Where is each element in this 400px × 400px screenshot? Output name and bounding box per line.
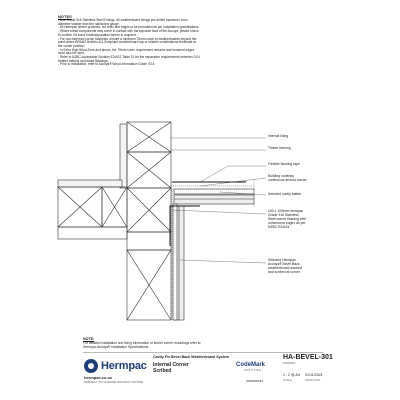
notes-line: - Use Grade 316 Stainless Steel Fixings. All weatherboard fixings pre-drilled maximum 1mm	[58, 18, 188, 22]
notes-line: point where BRANZ Bulletin 411 compliant weatherboard tap or reliable combinations terminate at	[58, 40, 196, 45]
cert-number: CMNZ00184	[246, 379, 264, 383]
notes-line: the corner position.	[58, 43, 86, 48]
drawing-number: HA-BEVEL-301	[283, 354, 333, 361]
callout-corner-flashing: 100 x 100mm Hermpac Grade 316 Stainless Steel corner flashing with unhemmed edges as per NZBC E2/AS1	[268, 209, 306, 229]
codemark-logo: CodeMark	[236, 362, 266, 368]
scale-value: 1 : 2 @ A4	[283, 373, 300, 377]
callout-cavity-batten: Selected cavity batten	[268, 192, 302, 196]
timber-stud	[127, 232, 171, 250]
cavity-batten	[173, 204, 177, 320]
issue-date-value: 01/11/2021	[305, 373, 323, 377]
website: hermpac.co.nz	[84, 375, 113, 380]
notes-line: - Refer to NZBC Acceptable Solution E2/AS1 Table 21 for the separation requirements between OC4	[58, 55, 200, 60]
callout-flexible-flashing: Flexible flashing tape	[268, 162, 300, 166]
hermpac-logo-icon	[84, 359, 98, 373]
bottom-note-text: For detailed installation and fixing information of timber corner mouldings refer to Hermpac Accoya® Installation Specifications	[83, 341, 201, 349]
issue-date-label: ISSUE DATE	[305, 379, 321, 382]
hermpac-logo	[84, 359, 147, 373]
notes-line: - For non-hemmed corner flashings, ensure a minimum 75mm cover to weatherboards beyond the	[58, 36, 197, 41]
notes-line: - In Extra High Wind Zone and above, the 75mm cover requirement remains and hemmed edges	[58, 47, 195, 52]
notes-line: diameter smaller than the nail/screw gauge	[58, 21, 119, 26]
scale-label: SCALE	[283, 379, 292, 382]
hermpac-logo-text: Hermpac	[101, 360, 147, 372]
notes-line: must also be used.	[58, 51, 85, 56]
codemark-certified: CERTIFIED	[244, 369, 262, 372]
notes-line: - Where metal components may come in contact with the exposed face of the Accoya, please check	[58, 29, 199, 34]
notes-line: to confirm if a bond break/separation barrier is required.	[58, 32, 137, 37]
title-block-divider	[83, 352, 323, 353]
disclaimer: SUBJECT TO CHANGE WITHOUT NOTICE	[84, 380, 144, 384]
weatherboard-horizontal	[174, 195, 254, 204]
bottom-note-title: NOTE:	[83, 337, 95, 341]
notes-title: NOTES	[58, 14, 72, 19]
notes-line: treated battens and metal flashings.	[58, 58, 109, 63]
notes-line: - All Hermpac timber products, cut ends and edges to be precoated as per Installation specifications.	[58, 25, 200, 30]
callout-timber-framing: Timber framing	[268, 146, 291, 150]
drawing-label: DRAWING	[283, 362, 296, 365]
notes-line: - Prior to installation, refer to Accoya® Wood Information Guide V3.8	[58, 62, 155, 67]
timber-stud	[58, 227, 127, 239]
callout-building-underlay: Building underlay continuous around corner	[268, 174, 307, 182]
internal-lining-horizontal	[58, 180, 122, 187]
internal-lining-vertical	[120, 124, 127, 188]
drawing-title: Internal Corner Scribed	[153, 362, 189, 374]
callout-weatherboard: Selected Hermpac Accoya® Bevel Back weatherboard notched and scribed at corner	[268, 258, 302, 274]
system-name: Cavity Fix Bevel Back Weatherboard System	[153, 355, 230, 359]
callout-internal-lining: Internal lining	[268, 134, 289, 138]
cavity-batten	[174, 189, 254, 194]
